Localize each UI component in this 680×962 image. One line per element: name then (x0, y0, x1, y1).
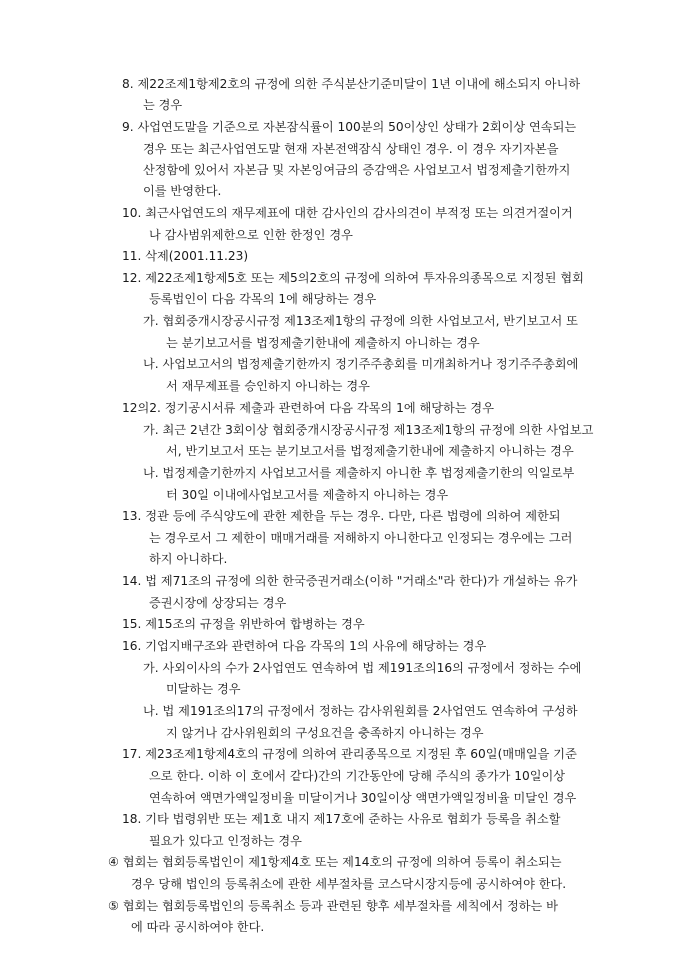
item-16-na-line-2: 지 않거나 감사위원회의 구성요건을 충족하지 아니하는 경우 (166, 726, 484, 740)
item-9-line-3: 산정함에 있어서 자본금 및 자본잉여금의 증감액은 사업보고서 법정제출기한까지 (143, 163, 571, 177)
item-17-line-1: 17. 제23조제1항제4호의 규정에 의하여 관리종목으로 지정된 후 60일(매매일을 기준 (122, 747, 577, 761)
item-17-line-3: 연속하여 액면가액일정비율 미달이거나 30일이상 액면가액일정비율 미달인 경우 (149, 791, 577, 805)
item-16: 16. 기업지배구조와 관련하여 다음 각목의 1의 사유에 해당하는 경우 (122, 639, 487, 653)
item-10-line-2: 나 감사범위제한으로 인한 한정인 경우 (149, 228, 353, 242)
item-15: 15. 제15조의 규정을 위반하여 합병하는 경우 (122, 617, 365, 631)
item-12-line-2: 등록법인이 다음 각목의 1에 해당하는 경우 (149, 292, 377, 306)
item-16-ga-line-2: 미달하는 경우 (166, 682, 241, 696)
item-12-2-ga-line-2: 서, 반기보고서 또는 분기보고서를 법정제출기한내에 제출하지 아니하는 경우 (166, 444, 574, 458)
item-8-line-2: 는 경우 (143, 98, 183, 112)
item-17-line-2: 으로 한다. 이하 이 호에서 같다)간의 기간동안에 당해 주식의 종가가 10일이상 (149, 769, 566, 783)
item-14-line-1: 14. 법 제71조의 규정에 의한 한국증권거래소(이하 "거래소"라 한다)가 개설하는 유가 (122, 574, 578, 588)
item-13-line-1: 13. 정관 등에 주식양도에 관한 제한을 두는 경우. 다만, 다른 법령에 의하여 제한되 (122, 509, 561, 523)
item-9-line-4: 이를 반영한다. (143, 184, 222, 198)
item-14-line-2: 증권시장에 상장되는 경우 (149, 596, 287, 610)
item-16-ga-line-1: 가. 사외이사의 수가 2사업연도 연속하여 법 제191조의16의 규정에서 정하는 수에 (143, 661, 582, 675)
item-9-line-2: 경우 또는 최근사업연도말 현재 자본전액잠식 상태인 경우. 이 경우 자기자본을 (143, 142, 559, 156)
paragraph-5-line-1: ⑤ 협회는 협회등록법인의 등록취소 등과 관련된 향후 세부절차를 세칙에서 정하는 바 (108, 899, 558, 913)
paragraph-5-line-2: 에 따라 공시하여야 한다. (131, 920, 265, 934)
item-12-2-na-line-1: 나. 법정제출기한까지 사업보고서를 제출하지 아니한 후 법정제출기한의 익일로부 (143, 466, 575, 480)
item-12-ga-line-1: 가. 협회중개시장공시규정 제13조제1항의 규정에 의한 사업보고서, 반기보고서 또 (143, 314, 578, 328)
item-13-line-2: 는 경우로서 그 제한이 매매거래를 저해하지 아니한다고 인정되는 경우에는 그러 (149, 531, 573, 545)
item-13-line-3: 하지 아니하다. (149, 552, 228, 566)
item-12-ga-line-2: 는 분기보고서를 법정제출기한내에 제출하지 아니하는 경우 (166, 336, 480, 350)
item-8-line-1: 8. 제22조제1항제2호의 규정에 의한 주식분산기준미달이 1년 이내에 해소되지 아니하 (122, 77, 581, 91)
paragraph-4-line-2: 경우 당해 법인의 등록취소에 관한 세부절차를 코스닥시장지등에 공시하여야 한다. (131, 877, 567, 891)
item-12-2-na-line-2: 터 30일 이내에사업보고서를 제출하지 아니하는 경우 (166, 488, 449, 502)
item-12-na-line-1: 나. 사업보고서의 법정제출기한까지 정기주주총회를 미개최하거나 정기주주총회에 (143, 357, 579, 371)
item-9-line-1: 9. 사업연도말을 기준으로 자본잠식률이 100분의 50이상인 상태가 2회이상 연속되는 (122, 120, 577, 134)
item-12-2: 12의2. 정기공시서류 제출과 관련하여 다음 각목의 1에 해당하는 경우 (122, 401, 494, 415)
item-16-na-line-1: 나. 법 제191조의17의 규정에서 정하는 감사위원회를 2사업연도 연속하여 구성하 (143, 704, 578, 718)
item-12-na-line-2: 서 재무제표를 승인하지 아니하는 경우 (166, 379, 370, 393)
item-18-line-1: 18. 기타 법령위반 또는 제1호 내지 제17호에 준하는 사유로 협회가 등록을 취소할 (122, 812, 561, 826)
item-12-line-1: 12. 제22조제1항제5호 또는 제5의2호의 규정에 의하여 투자유의종목으로 지정된 협회 (122, 271, 584, 285)
paragraph-4-line-1: ④ 협회는 협회등록법인이 제1항제4호 또는 제14호의 규정에 의하여 등록이 취소되는 (108, 855, 562, 869)
item-10-line-1: 10. 최근사업연도의 재무제표에 대한 감사인의 감사의견이 부적정 또는 의견거절이거 (122, 206, 573, 220)
item-12-2-ga-line-1: 가. 최근 2년간 3회이상 협회중개시장공시규정 제13조제1항의 규정에 의한 사업보고 (143, 423, 594, 437)
item-11: 11. 삭제(2001.11.23) (122, 249, 249, 263)
item-18-line-2: 필요가 있다고 인정하는 경우 (149, 834, 302, 848)
